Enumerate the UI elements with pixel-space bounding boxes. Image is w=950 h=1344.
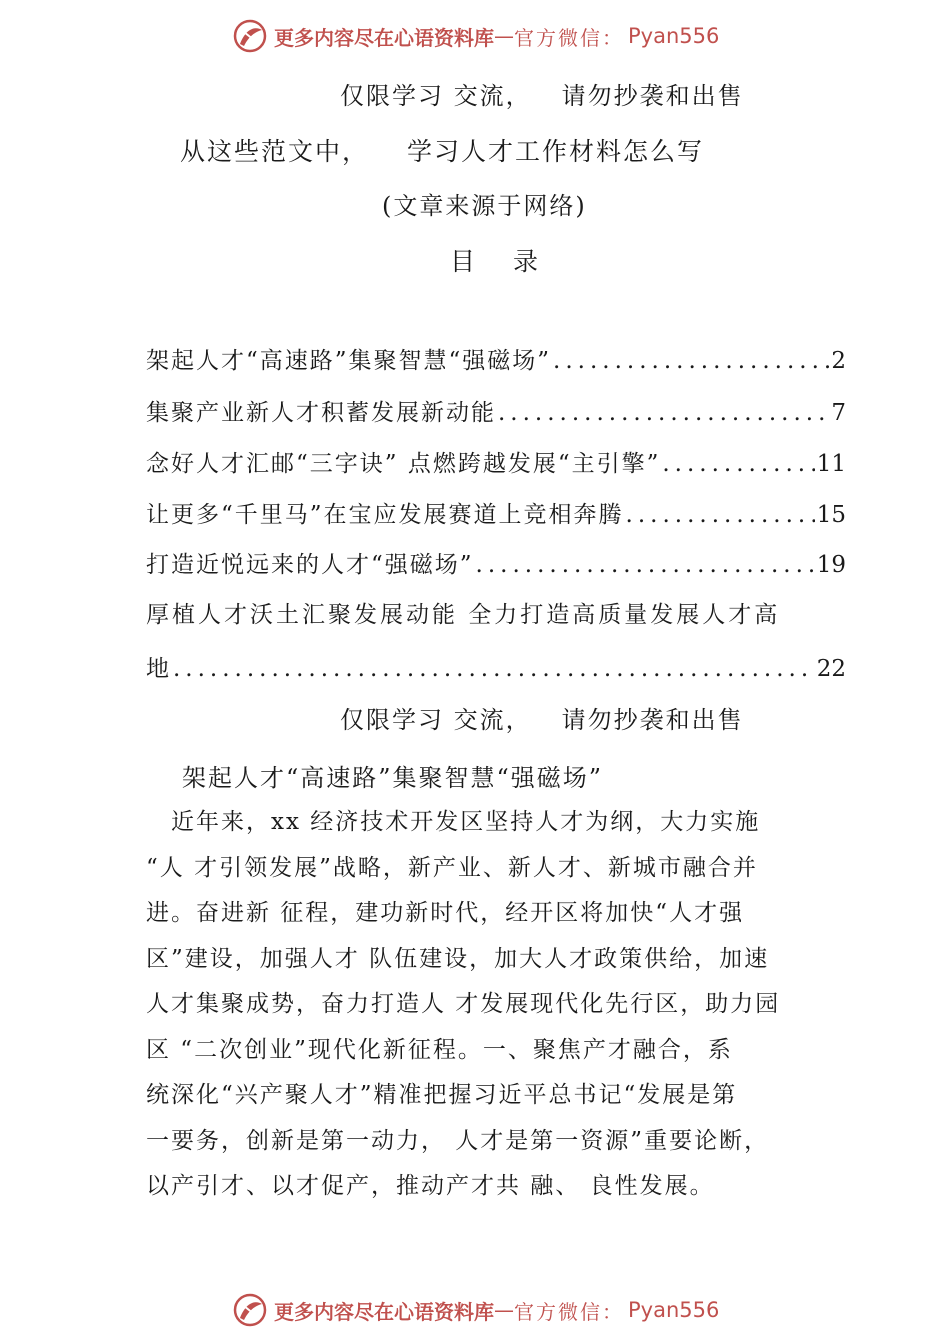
banner-separator: — — [494, 1298, 514, 1322]
footer-banner — [232, 1290, 719, 1330]
toc-entry[interactable] — [146, 496, 846, 529]
body-line: 统深化“兴产聚人才”精准把握习近平总书记“发展是第 — [146, 1082, 738, 1108]
body-line: 区”建设，加强人才 队伍建设，加大人才政策供给，加速 — [146, 945, 770, 972]
toc-dot-leader — [476, 552, 815, 578]
body-line: “人 才引领发展”战略，新产业、新人才、新城市融合并 — [146, 854, 758, 881]
brand-logo-icon — [232, 1292, 268, 1328]
title-part1: 从这些范文中， — [180, 137, 370, 166]
toc-entry[interactable] — [146, 342, 846, 375]
body-line: 人才集聚成势，奋力打造人 才发展现代化先行区，助力园 — [146, 991, 781, 1017]
body-line: 以产引才、以才促产，推动产才共 融、 良性发展。 — [146, 1173, 715, 1199]
toc-entry-page: 7 — [831, 400, 846, 426]
toc-entry-title: 让更多“千里马”在宝应发展赛道上竞相奔腾 — [146, 502, 624, 528]
notice-part1: 仅限学习 交流， — [340, 706, 532, 734]
banner-wechat-label: 官方微信： — [514, 25, 624, 50]
title-part2: 学习人才工作材料怎么写 — [407, 137, 705, 166]
toc-heading-char-1: 目 — [450, 247, 478, 276]
toc-entry-title-line1[interactable]: 厚植人才沃土汇聚发展动能 全力打造高质量发展人才高 — [146, 602, 781, 628]
brand-logo-icon — [232, 18, 268, 54]
article-body — [146, 800, 816, 1210]
notice-line — [340, 76, 744, 111]
toc-entry-title: 打造近悦远来的人才“强磁场” — [146, 552, 474, 578]
source-note: (文章来源于网络) — [382, 192, 587, 220]
body-line: 一要务，创新是第一动力， 人才是第一资源”重要论断， — [146, 1127, 770, 1154]
header-banner — [232, 16, 719, 56]
toc-entry-title: 集聚产业新人才积蓄发展新动能 — [146, 400, 496, 426]
toc-entry-page: 2 — [831, 348, 846, 374]
toc-entry-page: 11 — [816, 451, 846, 477]
toc-entry-title-line2: 地 — [146, 656, 171, 682]
toc-dot-leader — [626, 502, 815, 528]
banner-wechat-id: Pyan556 — [628, 1298, 720, 1322]
toc-entry[interactable] — [146, 546, 846, 579]
toc-entry-title: 架起人才“高速路”集聚智慧“强磁场” — [146, 348, 552, 374]
notice-line-repeat — [340, 700, 744, 735]
toc-dot-leader — [553, 348, 829, 374]
toc-entry-page: 22 — [816, 656, 846, 682]
banner-separator: — — [494, 24, 514, 48]
body-line: 进。奋进新 征程，建功新时代，经开区将加快“人才强 — [146, 900, 745, 926]
toc-entry[interactable] — [146, 650, 846, 683]
banner-main-text: 更多内容尽在心语资料库 — [274, 1299, 494, 1324]
banner-wechat-id: Pyan556 — [628, 24, 720, 48]
toc-entry[interactable] — [146, 394, 846, 427]
article-title: 架起人才“高速路”集聚智慧“强磁场” — [182, 764, 604, 792]
banner-main-text: 更多内容尽在心语资料库 — [274, 25, 494, 50]
body-line: 区 “二次创业”现代化新征程。一、聚焦产才融合，系 — [146, 1036, 733, 1063]
toc-heading — [450, 242, 540, 278]
toc-entry-page: 19 — [816, 552, 846, 578]
banner-wechat-label: 官方微信： — [514, 1299, 624, 1324]
toc-entry[interactable] — [146, 445, 846, 478]
toc-dot-leader — [662, 451, 814, 477]
toc-dot-leader — [498, 400, 829, 426]
toc-heading-char-2: 录 — [513, 247, 541, 276]
toc-entry-page: 15 — [816, 502, 846, 528]
notice-part1: 仅限学习 交流， — [340, 82, 532, 110]
notice-part2: 请勿抄袭和出售 — [561, 706, 744, 734]
document-title — [180, 132, 704, 168]
toc-dot-leader — [173, 656, 815, 682]
notice-part2: 请勿抄袭和出售 — [561, 82, 744, 110]
body-line: 近年来，xx 经济技术开发区坚持人才为纲，大力实施 — [146, 809, 761, 835]
toc-entry-title: 念好人才汇邮“三字诀” 点燃跨越发展“主引擎” — [146, 451, 661, 477]
